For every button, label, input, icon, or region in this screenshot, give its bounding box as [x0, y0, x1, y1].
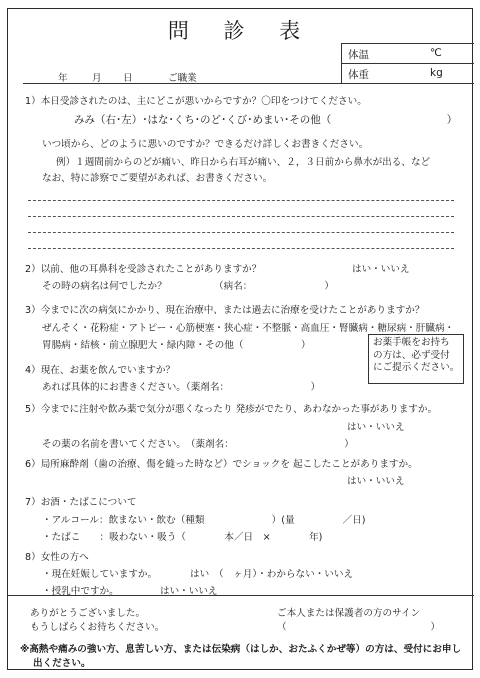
date-underline	[23, 83, 341, 84]
q8-pregnant-answer[interactable]: はい （ ヶ月）・わからない・いいえ	[190, 569, 354, 580]
temperature-box[interactable]	[341, 43, 474, 63]
answer-line[interactable]	[28, 248, 454, 249]
medication-notebook-note	[368, 334, 464, 384]
thanks-line-2: もうしばらくお待ちください。	[30, 622, 165, 633]
temperature-unit: ℃	[430, 47, 442, 59]
page-title: 問 診 表	[167, 19, 315, 43]
note-line-1: お薬手帳をお持ち	[373, 337, 450, 348]
q7-question: 7）お酒・たばこについて	[25, 497, 137, 508]
answer-line[interactable]	[28, 200, 454, 201]
q1-sub: いつ頃から、どのように悪いのですか？できるだけ詳しくお書きください。	[42, 139, 369, 150]
q4-sub[interactable]: あれば具体的にお書きください。（薬剤名： ）	[42, 382, 321, 393]
weight-unit: kg	[430, 67, 443, 79]
weight-label: 体重	[348, 69, 369, 81]
q6-question: 6）局所麻酔剤（歯の治療、傷を縫った時など）でショックを 起こしたことがありますか。	[25, 459, 418, 470]
q4-question: 4）現在、お薬を飲んでいますか？	[25, 365, 176, 376]
notice-line-1: ※高熱や痛みの強い方、息苦しい方、または伝染病（はしか、おたふくかぜ等）の方は、受付にお申し	[20, 644, 462, 655]
q2-blank[interactable]: （病名： ）	[214, 281, 334, 292]
q1-question: 1）本日受診されたのは、主にどこが悪いからですか？〇印をつけてください。	[25, 96, 367, 107]
signature-field[interactable]: （ ）	[277, 622, 441, 633]
temperature-label: 体温	[348, 49, 369, 61]
answer-line[interactable]	[28, 216, 454, 217]
date-day-label: 日	[123, 73, 133, 84]
q3-question: 3）今までに次の病気にかかり、現在治療中、または過去に治療を受けたことがありますか？	[25, 305, 425, 316]
weight-box[interactable]	[341, 63, 474, 84]
q5-question: 5）今までに注射や飲み薬で気分が悪くなったり 発疹がでたり、あわなかった事がありますか。	[25, 404, 438, 415]
answer-line[interactable]	[28, 232, 454, 233]
footer-divider	[8, 595, 474, 596]
q1-example-1: 例）１週間前からのどが痛い、昨日から右耳が痛い、２，３日前から鼻水が出る、など	[56, 157, 431, 168]
signature-label: ご本人または保護者の方のサイン	[277, 608, 421, 619]
occupation-label: ご職業	[168, 73, 197, 84]
q8-pregnant-label: ・現在妊娠していますか。	[42, 569, 158, 580]
q6-answer[interactable]: はい・いいえ	[347, 476, 405, 487]
q3-line-2[interactable]: 胃腸病・結核・前立腺肥大・緑内障・その他（ ）	[42, 340, 311, 351]
note-line-3: にご提示ください。	[373, 362, 460, 373]
notice-line-2: 出ください。	[33, 658, 91, 669]
q2-question: 2）以前、他の耳鼻科を受診されたことがありますか？	[25, 264, 262, 275]
q7-alcohol[interactable]: ・アルコール：飲まない・飲む（種類 ）(量 ／日)	[42, 515, 366, 526]
q5-answer[interactable]: はい・いいえ	[347, 422, 405, 433]
q3-line-1[interactable]: ぜんそく・花粉症・アトピー・心筋梗塞・狭心症・不整脈・高血圧・腎臓病・糖尿病・肝臓病・	[42, 323, 455, 334]
q8-nursing-label: ・授乳中ですか。	[42, 586, 119, 597]
q8-question: 8）女性の方へ	[25, 552, 89, 563]
q2-sub: その時の病名は何でしたか？	[42, 281, 167, 292]
thanks-line-1: ありがとうございました。	[30, 608, 146, 619]
questionnaire-sheet	[7, 8, 473, 670]
q5-sub[interactable]: その薬の名前を書いてください。 （薬剤名： ）	[42, 439, 354, 450]
q1-options[interactable]: みみ（右･左）･はな･くち･のど･くび･めまい･その他（ ）	[74, 114, 458, 126]
q8-nursing-answer[interactable]: はい・いいえ	[160, 586, 218, 597]
date-year-label: 年	[58, 73, 68, 84]
note-line-2: の方は、必ず受付	[373, 349, 450, 361]
q2-answer[interactable]: はい・いいえ	[352, 264, 410, 275]
date-month-label: 月	[92, 73, 102, 84]
q7-tobacco[interactable]: ・たばこ ：吸わない・吸う（ 本／日 × 年)	[42, 532, 323, 543]
q1-example-2: なお、特に診察でご要望があれば、お書きください。	[42, 173, 273, 184]
